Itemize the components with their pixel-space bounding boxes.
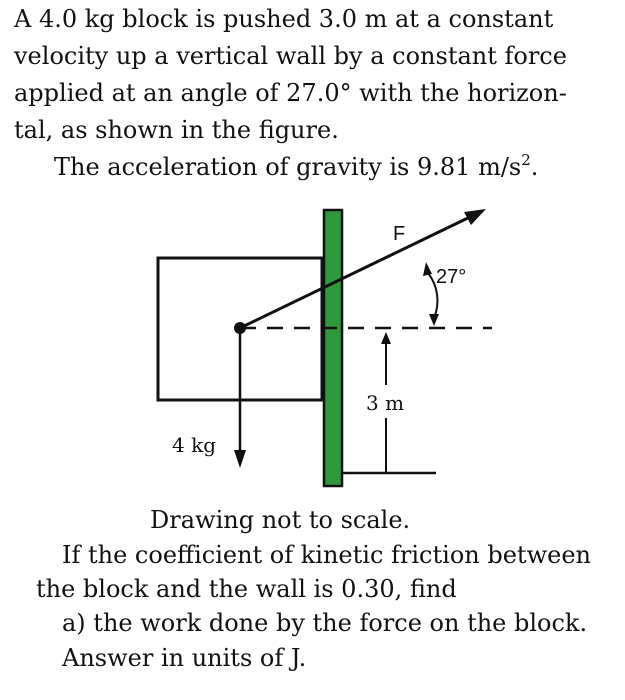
gravity-statement	[54, 152, 538, 182]
question-line-2: the block and the wall is 0.30, find	[36, 575, 457, 603]
force-label: F	[393, 223, 406, 245]
wall	[324, 210, 342, 486]
distance-label: 3 m	[366, 391, 405, 415]
scale-note: Drawing not to scale.	[150, 506, 411, 534]
gravity-text: The acceleration of gravity is 9.81 m/s	[54, 153, 522, 181]
gravity-exponent: 2	[521, 151, 531, 169]
answer-units: Answer in units of J.	[62, 644, 307, 672]
angle-arrowhead-bottom	[429, 314, 439, 326]
problem-line-4: tal, as shown in the figure.	[14, 116, 339, 144]
angle-arrowhead-top	[423, 262, 432, 276]
problem-line-1: A 4.0 kg block is pushed 3.0 m at a constant	[14, 5, 554, 33]
weight-arrowhead	[234, 450, 246, 468]
problem-line-3: applied at an angle of 27.0° with the horizon-	[14, 79, 567, 107]
distance-arrowhead	[381, 332, 391, 344]
question-line-1: If the coefficient of kinetic friction between	[62, 541, 591, 569]
force-arrowhead	[464, 209, 486, 225]
figure-diagram	[0, 190, 625, 500]
mass-label: 4 kg	[172, 433, 217, 457]
question-part-a: a) the work done by the force on the block.	[62, 609, 588, 637]
angle-label: 27°	[436, 266, 467, 288]
problem-line-2: velocity up a vertical wall by a constant force	[14, 42, 567, 70]
gravity-period: .	[530, 153, 539, 181]
